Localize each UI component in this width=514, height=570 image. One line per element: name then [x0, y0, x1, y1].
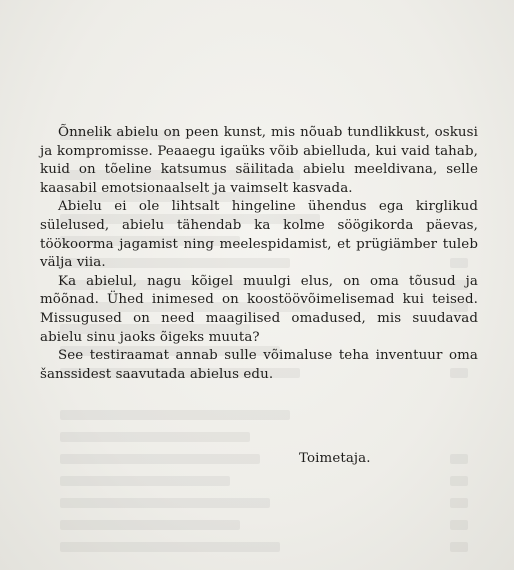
paragraph-2: Abielu ei ole lihtsalt hingeline ühendus ega kirglikud sülelused, abielu tähendab ka kolme söögikorda päevas, töökoorma jagamist ning meelespidamist, et prügiämber tuleb välja viia. [40, 199, 478, 271]
preface-text [40, 124, 478, 384]
paragraph-3: Ka abielul, nagu kõigel muulgi elus, on oma tõusud ja mõõnad. Ühed inimesed on koostöövõimelisemad kui teised. Missugused on need maagilised omadused, mis suudavad abielu sinu jaoks õigeks muuta? [40, 273, 478, 345]
paragraph-4: See testiraamat annab sulle võimaluse teha inventuur oma šanssidest saavutada abielus edu. [40, 348, 478, 382]
editor-signature: Toimetaja. [299, 451, 371, 466]
paragraph-1: Õnnelik abielu on peen kunst, mis nõuab tundlikkust, oskusi ja kompromisse. Peaaegu igaüks võib abielluda, kui vaid tahab, kuid on tõeline katsumus säilitada abielu meeldivana, selle kaasabil emotsionaalselt ja vaimselt kasvada. [40, 125, 478, 196]
